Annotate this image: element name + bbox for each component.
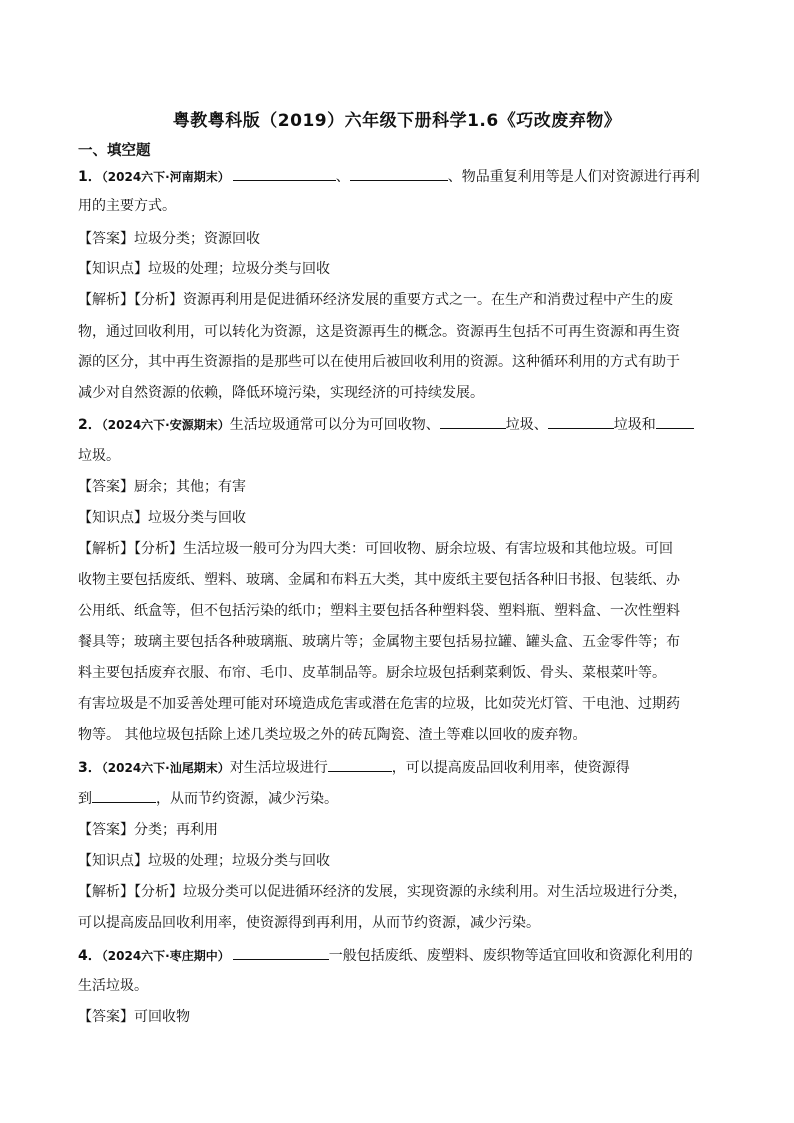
knowledge-point-tag: 【知识点】 xyxy=(78,510,148,526)
analysis-text: 料主要包括废弃衣服、布帘、毛巾、皮革制品等。厨余垃圾包括剩菜剩饭、骨头、菜根菜叶等。 xyxy=(78,665,666,681)
analysis-text: 减少对自然资源的依赖，降低环境污染，实现经济的可持续发展。 xyxy=(78,385,484,401)
answer-tag: 【答案】 xyxy=(78,231,134,247)
knowledge-point-text: 垃圾的处理；垃圾分类与回收 xyxy=(148,853,330,869)
question-source: 2024六下·汕尾期末 xyxy=(107,761,218,775)
question-number: 4． xyxy=(78,948,102,964)
analysis-text: 餐具等；玻璃主要包括各种玻璃瓶、玻璃片等；金属物主要包括易拉罐、罐头盒、五金零件等；布 xyxy=(78,634,680,650)
answer-blank xyxy=(92,788,156,803)
question-4 xyxy=(78,945,718,966)
question-text: 、 xyxy=(335,169,350,185)
answer-blank xyxy=(233,166,336,181)
document-title: 粤教粤科版（2019）六年级下册科学1.6《巧改废弃物》 xyxy=(172,111,622,131)
answer-tag: 【答案】 xyxy=(78,479,134,495)
answer-tag: 【答案】 xyxy=(78,822,134,838)
knowledge-point-tag: 【知识点】 xyxy=(78,853,148,869)
section-heading: 一、填空题 xyxy=(78,143,151,159)
answer-blank xyxy=(233,945,329,960)
knowledge-point-text: 垃圾分类与回收 xyxy=(148,510,246,526)
analysis-text: 垃圾分类可以促进循环经济的发展，实现资源的永续利用。对生活垃圾进行分类， xyxy=(183,884,687,900)
question-1 xyxy=(78,166,718,187)
question-2 xyxy=(78,414,718,435)
question-text: 生活垃圾通常可以分为可回收物、 xyxy=(229,417,440,433)
source-close: ） xyxy=(217,170,230,184)
analysis-text: 资源再利用是促进循环经济发展的重要方式之一。在生产和消费过程中产生的废 xyxy=(183,292,673,308)
answer-line xyxy=(78,820,718,840)
source-open: （ xyxy=(101,170,108,184)
source-open: （ xyxy=(101,949,108,963)
answer-text: 可回收物 xyxy=(134,1009,190,1025)
question-text: 到 xyxy=(78,791,92,807)
question-text: 一般包括废纸、废塑料、废织物等适宜回收和资源化利用的 xyxy=(328,948,693,964)
question-text: 垃圾和 xyxy=(613,417,656,433)
answer-blank xyxy=(350,166,448,181)
answer-line xyxy=(78,1007,718,1027)
source-close: ） xyxy=(217,418,230,432)
answer-text: 分类；再利用 xyxy=(134,822,218,838)
analysis-text: 收物主要包括废纸、塑料、玻璃、金属和布料五大类，其中废纸主要包括各种旧书报、包装纸、办 xyxy=(78,572,680,588)
analysis-line xyxy=(78,882,718,902)
analysis-text: 物等。 其他垃圾包括除上述几类垃圾之外的砖瓦陶瓷、渣土等难以回收的废弃物。 xyxy=(78,727,587,743)
analysis-text: 物，通过回收利用，可以转化为资源，这是资源再生的概念。资源再生包括不可再生资源和再生资 xyxy=(78,324,680,340)
answer-text: 厨余；其他；有害 xyxy=(134,479,246,495)
analysis-text: 可以提高废品回收利用率，使资源得到再利用，从而节约资源，减少污染。 xyxy=(78,915,540,931)
analysis-tag: 【解析】【分析】 xyxy=(78,292,183,308)
question-source: 2024六下·河南期末 xyxy=(107,170,218,184)
answer-blank xyxy=(548,414,614,429)
analysis-line xyxy=(78,539,718,559)
analysis-text: 公用纸、纸盒等，但不包括污染的纸巾；塑料主要包括各种塑料袋、塑料瓶、塑料盒、一次性塑料 xyxy=(78,603,680,619)
question-text-line xyxy=(78,788,718,809)
answer-line xyxy=(78,229,718,249)
analysis-text: 源的区分，其中再生资源指的是那些可以在使用后被回收利用的资源。这种循环利用的方式有助于 xyxy=(78,354,680,370)
analysis-tag: 【解析】【分析】 xyxy=(78,884,183,900)
question-number: 3． xyxy=(78,760,102,776)
source-open: （ xyxy=(101,761,108,775)
answer-tag: 【答案】 xyxy=(78,1009,134,1025)
answer-line xyxy=(78,477,718,497)
question-text: 生活垃圾。 xyxy=(78,978,148,994)
knowledge-point-line xyxy=(78,851,718,871)
question-text: ，可以提高废品回收利用率，使资源得 xyxy=(391,760,630,776)
answer-blank xyxy=(328,757,392,772)
question-text: 对生活垃圾进行 xyxy=(229,760,328,776)
answer-text: 垃圾分类；资源回收 xyxy=(134,231,260,247)
knowledge-point-text: 垃圾的处理；垃圾分类与回收 xyxy=(148,261,330,277)
question-text: 垃圾、 xyxy=(505,417,548,433)
analysis-tag: 【解析】【分析】 xyxy=(78,541,183,557)
question-source: 2024六下·枣庄期中 xyxy=(107,949,218,963)
question-number: 2． xyxy=(78,417,102,433)
analysis-text: 生活垃圾一般可分为四大类：可回收物、厨余垃圾、有害垃圾和其他垃圾。可回 xyxy=(183,541,673,557)
question-text: ，从而节约资源，减少污染。 xyxy=(156,791,338,807)
question-number: 1． xyxy=(78,169,102,185)
question-text: 用的主要方式。 xyxy=(78,198,176,214)
question-text: 、物品重复利用等是人们对资源进行再利 xyxy=(447,169,700,185)
question-text: 垃圾。 xyxy=(78,448,120,464)
analysis-text: 有害垃圾是不加妥善处理可能对环境造成危害或潜在危害的垃圾，比如荧光灯管、干电池、过期药 xyxy=(78,696,680,712)
source-open: （ xyxy=(101,418,108,432)
knowledge-point-line xyxy=(78,508,718,528)
question-source: 2024六下·安源期末 xyxy=(107,418,218,432)
source-close: ） xyxy=(217,761,230,775)
answer-blank xyxy=(440,414,506,429)
source-close: ） xyxy=(217,949,230,963)
answer-blank xyxy=(656,414,694,429)
knowledge-point-line xyxy=(78,259,718,279)
analysis-line xyxy=(78,290,718,310)
knowledge-point-tag: 【知识点】 xyxy=(78,261,148,277)
question-3 xyxy=(78,757,718,778)
